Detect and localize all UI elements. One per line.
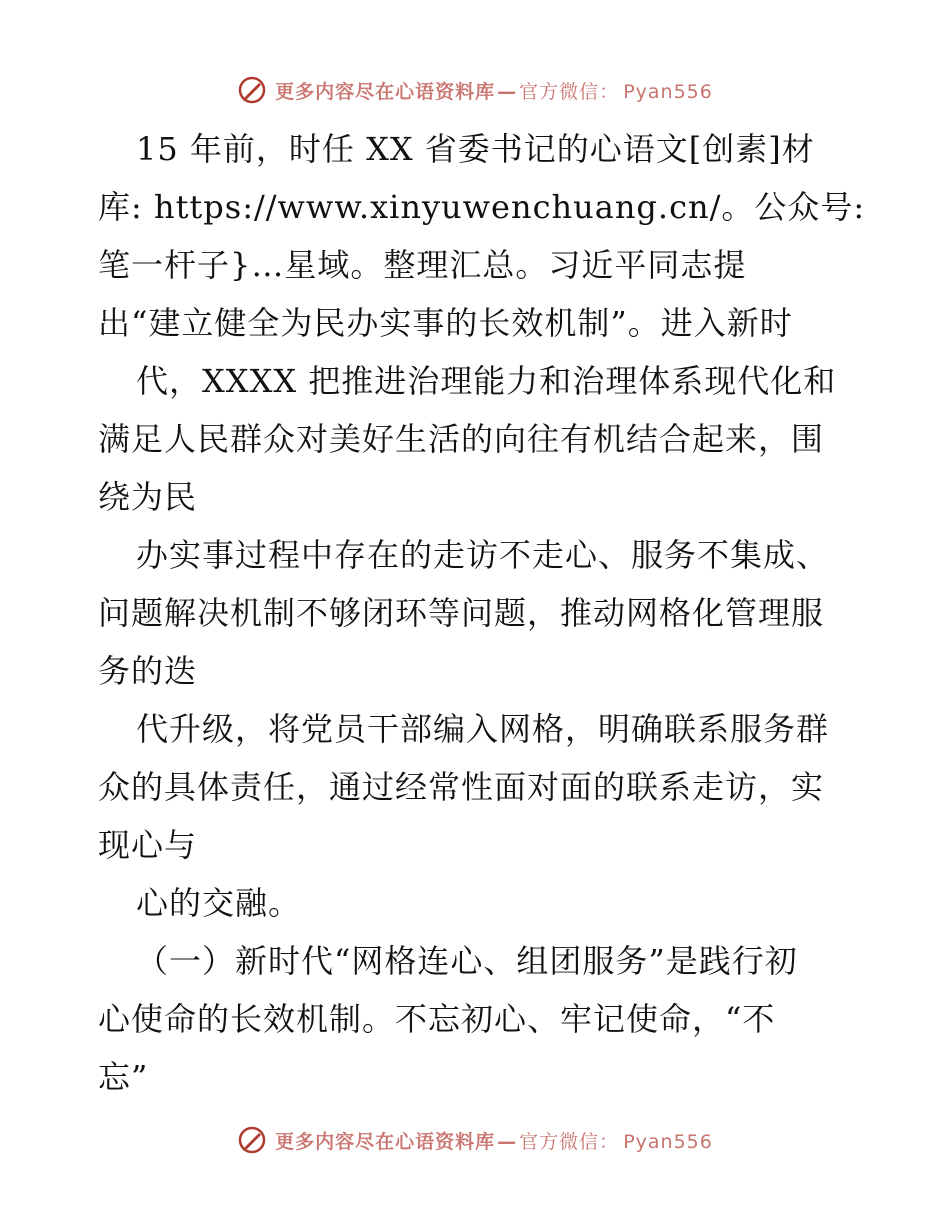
header-separator: — <box>497 80 518 103</box>
text-line: 笔一杆子}…星域。整理汇总。习近平同志提 <box>98 246 747 284</box>
text-line: 代，XXXX 把推进治理能力和治理体系现代化和 <box>136 362 837 400</box>
header-banner <box>0 70 950 110</box>
text-line: 15 年前，时任 XX 省委书记的心语文[创素]材 <box>136 130 815 168</box>
header-wechat-id: Pyan556 <box>623 80 713 103</box>
text-line: 心的交融。 <box>136 884 302 922</box>
pen-logo-icon <box>237 1125 267 1155</box>
text-line: 问题解决机制不够闭环等问题，推动网格化管理服 <box>98 594 825 632</box>
text-line: 满足人民群众对美好生活的向往有机结合起来，围 <box>98 420 825 458</box>
text-line: 务的迭 <box>98 652 198 690</box>
footer-wechat-id: Pyan556 <box>623 1130 713 1153</box>
text-line: 库: https://www.xinyuwenchuang.cn/。公众号: <box>98 188 866 226</box>
header-wechat-label: 官方微信： <box>519 80 620 103</box>
text-line: 心使命的长效机制。不忘初心、牢记使命，“不 <box>98 1000 776 1038</box>
footer-separator: — <box>497 1130 518 1153</box>
text-line: 绕为民 <box>98 478 198 516</box>
footer-text: 更多内容尽在心语资料库 <box>275 1130 496 1153</box>
text-line: 代升级，将党员干部编入网格，明确联系服务群 <box>136 710 830 748</box>
footer-banner <box>0 1120 950 1160</box>
footer-wechat-label: 官方微信： <box>519 1130 620 1153</box>
text-line: 忘” <box>98 1058 149 1096</box>
text-line: 出“建立健全为民办实事的长效机制”。进入新时 <box>98 304 793 342</box>
text-line: （一）新时代“网格连心、组团服务”是践行初 <box>136 942 798 980</box>
pen-logo-icon <box>237 75 267 105</box>
text-line: 现心与 <box>98 826 198 864</box>
header-text: 更多内容尽在心语资料库 <box>275 80 496 103</box>
text-line: 众的具体责任，通过经常性面对面的联系走访，实 <box>98 768 825 806</box>
document-body <box>98 120 866 1106</box>
text-line: 办实事过程中存在的走访不走心、服务不集成、 <box>136 536 830 574</box>
